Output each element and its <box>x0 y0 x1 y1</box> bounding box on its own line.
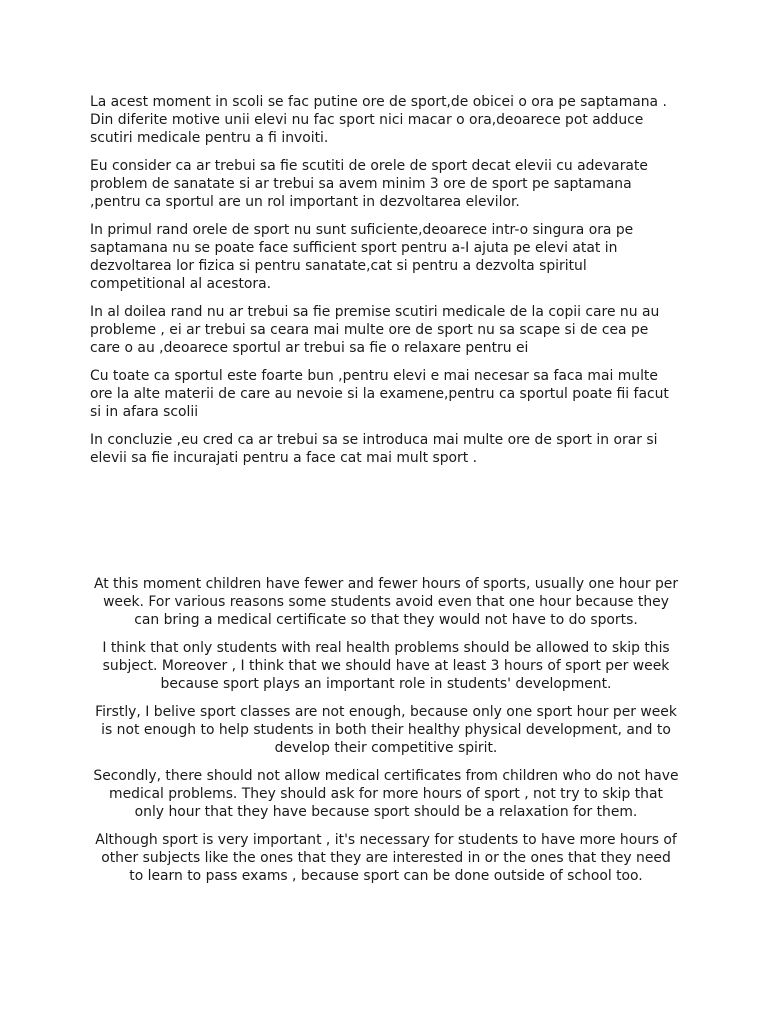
paragraph: In concluzie ,eu cred ca ar trebui sa se introduca mai multe ore de sport in orar si elevii sa fie incurajati pentru a face cat mai mult sport . <box>90 432 658 466</box>
paragraph: Cu toate ca sportul este foarte bun ,pentru elevi e mai necesar sa faca mai multe ore la alte materii de care au nevoie si la examene,pentru ca sportul poate fii facut si in afara scolii <box>90 368 669 420</box>
paragraph: Firstly, I belive sport classes are not enough, because only one sport hour per week is not enough to help students in both their healthy physical development, and to develop their competitive spirit. <box>95 704 677 756</box>
romanian-text-block <box>90 93 690 477</box>
paragraph: I think that only students with real health problems should be allowed to skip this subject. Moreover , I think that we should have at least 3 hours of sport per week because sport plays an important role in students' development. <box>102 640 670 692</box>
english-text-block <box>86 575 686 895</box>
paragraph: In al doilea rand nu ar trebui sa fie premise scutiri medicale de la copii care nu au probleme , ei ar trebui sa ceara mai multe ore de sport nu sa scape si de cea pe care o au ,deoarece sportul ar trebui sa fie o relaxare pentru ei <box>90 304 660 356</box>
paragraph: At this moment children have fewer and fewer hours of sports, usually one hour per week. For various reasons some students avoid even that one hour because they can bring a medical certificate so that they would not have to do sports. <box>93 576 679 628</box>
paragraph: Eu consider ca ar trebui sa fie scutiti de orele de sport decat elevii cu adevarate problem de sanatate si ar trebui sa avem minim 3 ore de sport pe saptamana ,pentru ca sportul are un rol important in dezvoltarea elevilor. <box>90 158 648 210</box>
paragraph: Secondly, there should not allow medical certificates from children who do not have medical problems. They should ask for more hours of sport , not try to skip that only hour that they have because sport should be a relaxation for them. <box>93 768 679 820</box>
paragraph: Although sport is very important , it's necessary for students to have more hours of other subjects like the ones that they are interested in or the ones that they need to learn to pass exams , because sport can be done outside of school too. <box>95 832 677 884</box>
paragraph: La acest moment in scoli se fac putine ore de sport,de obicei o ora pe saptamana . Din diferite motive unii elevi nu fac sport nici macar o ora,deoarece pot adduce scutiri medicale pentru a fi invoiti. <box>90 94 667 146</box>
paragraph: In primul rand orele de sport nu sunt suficiente,deoarece intr-o singura ora pe saptamana nu se poate face sufficient sport pentru a-I ajuta pe elevi atat in dezvoltarea lor fizica si pentru sanatate,cat si pentru a dezvolta spiritul competitional al acestora. <box>90 222 634 292</box>
